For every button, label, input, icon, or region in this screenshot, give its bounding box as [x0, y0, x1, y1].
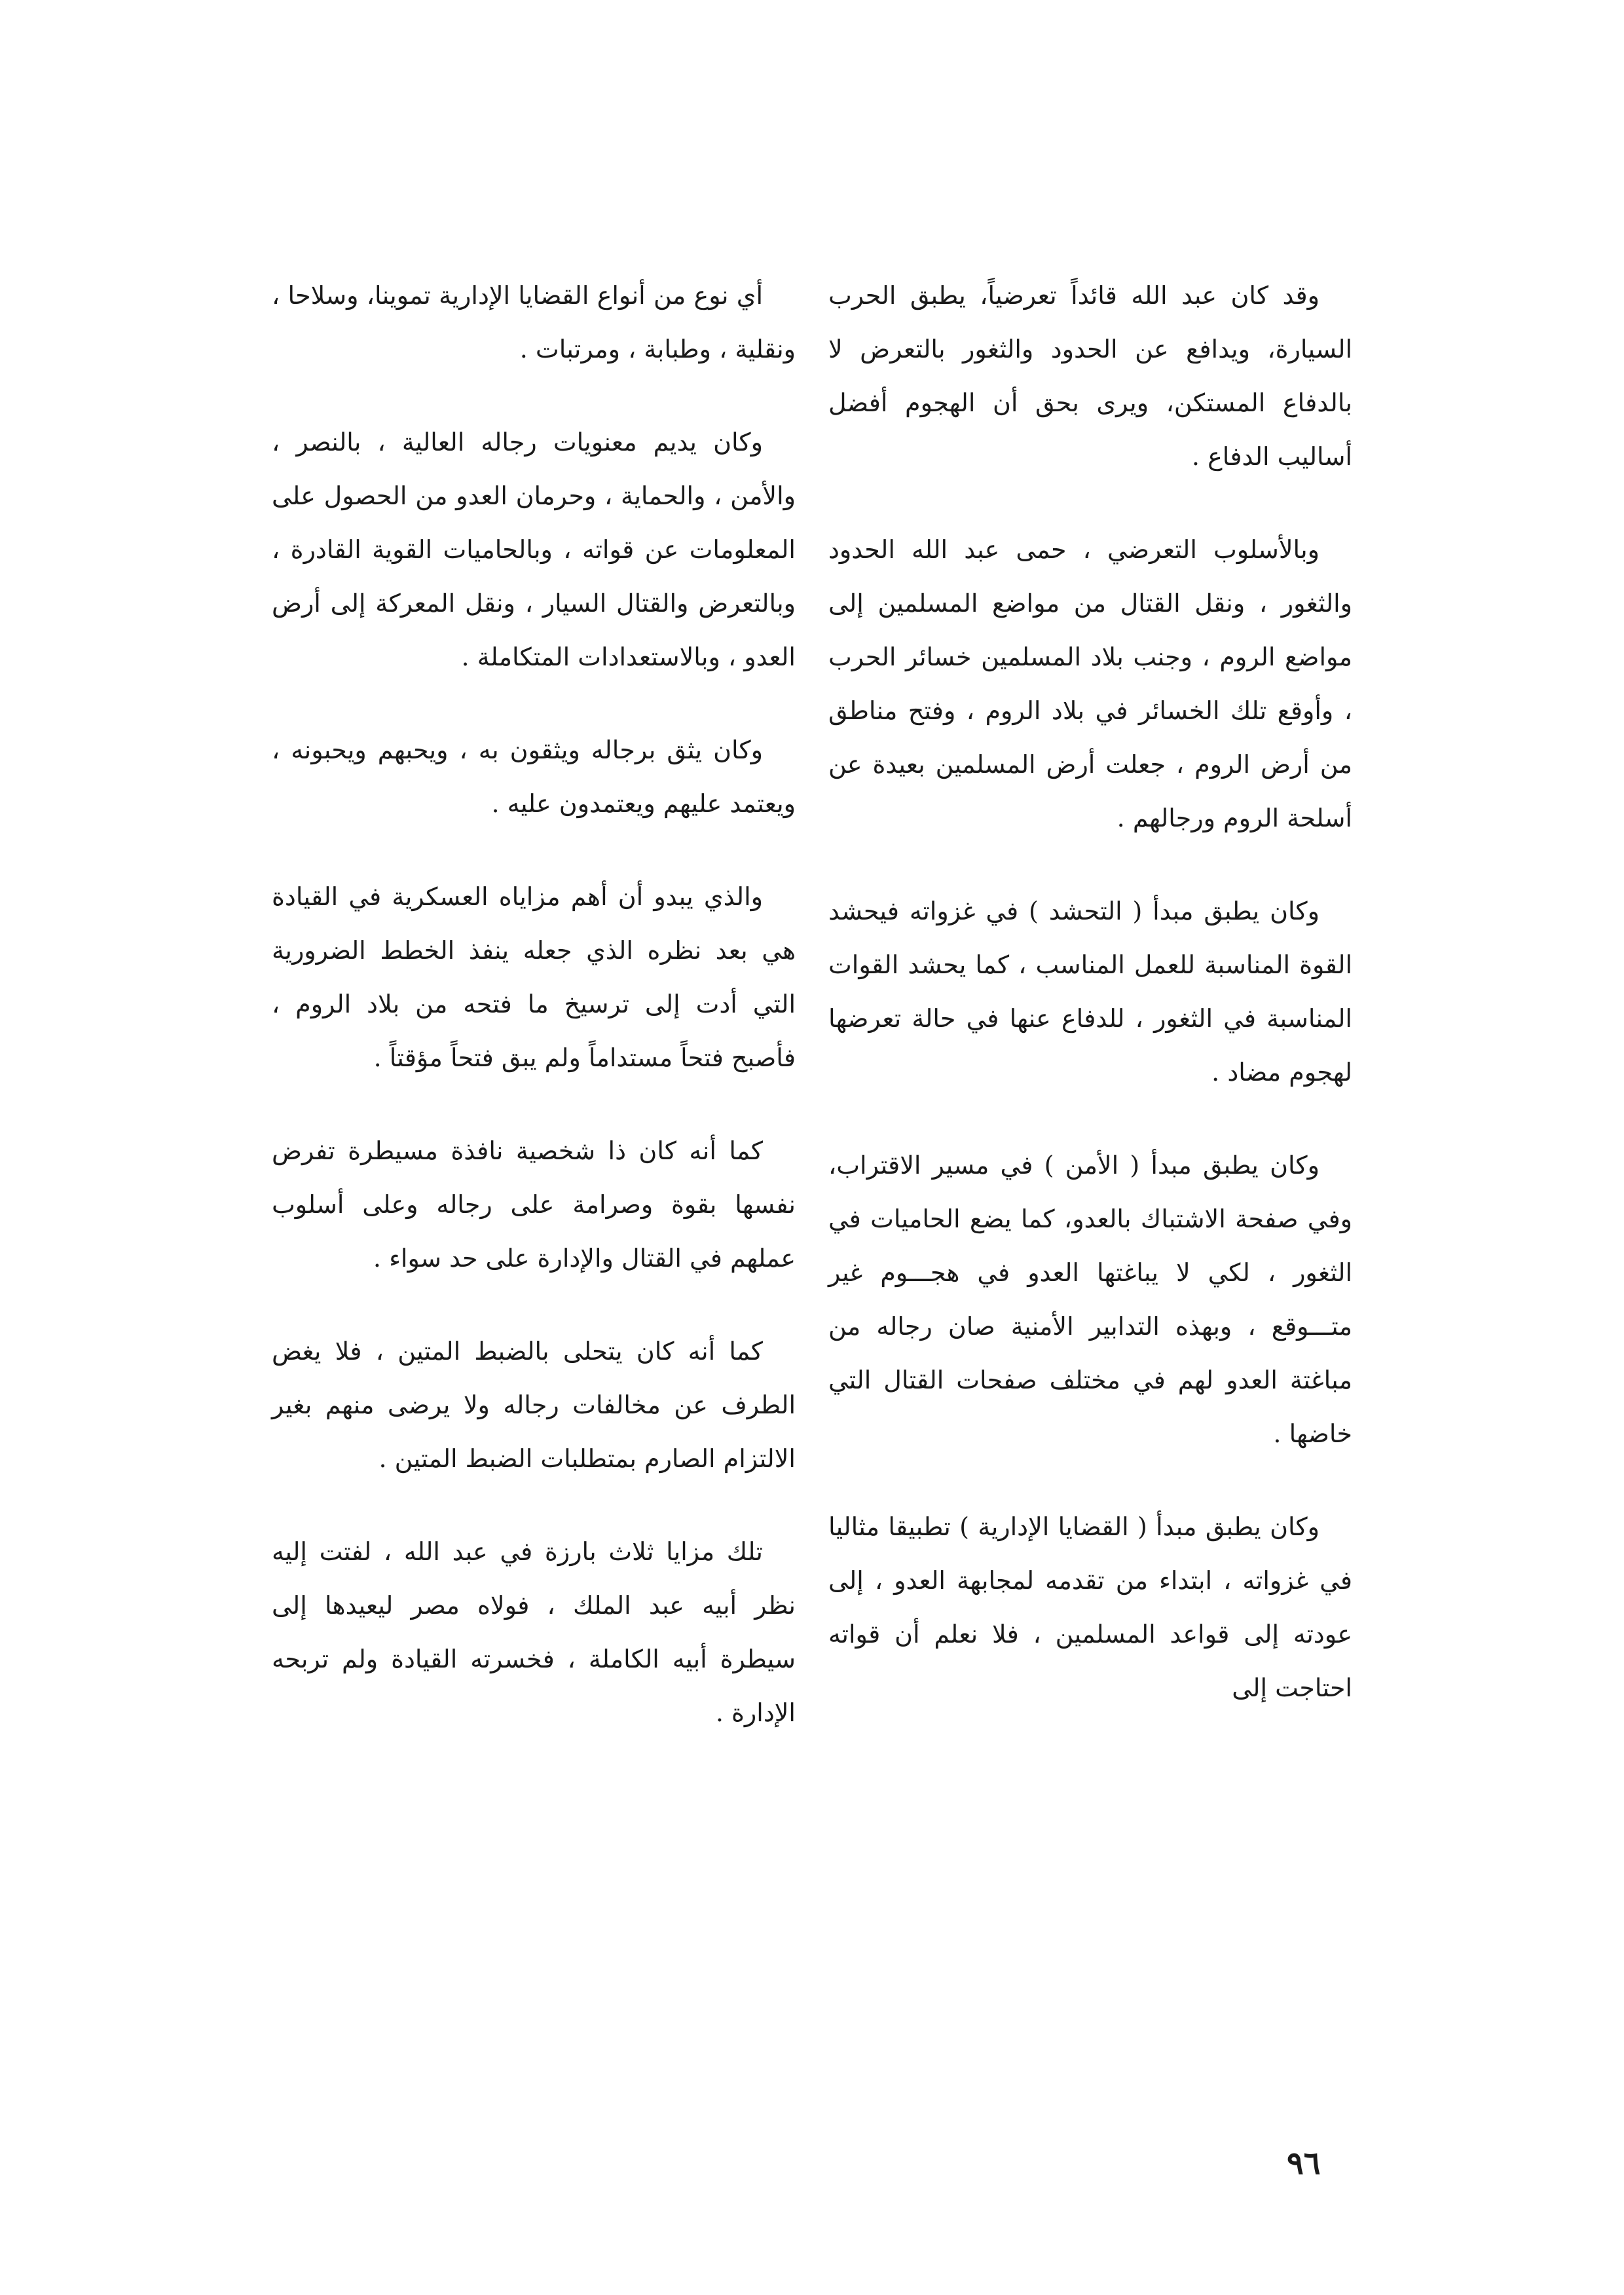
paragraph: والذي يبدو أن أهم مزاياه العسكرية في القيادة هي بعد نظره الذي جعله ينفذ الخطط الضرورية التي أدت إلى ترسيخ ما فتحه من بلاد الروم ، فأصبح فتحاً مستداماً ولم يبق فتحاً مؤقتاً .	[272, 882, 796, 1072]
paragraph: تلك مزايا ثلاث بارزة في عبد الله ، لفتت إليه نظر أبيه عبد الملك ، فولاه مصر ليعيدها إلى سيطرة أبيه الكاملة ، فخسرته القيادة ولم تربحه الإدارة .	[272, 1537, 796, 1727]
left-column	[272, 269, 796, 1779]
page-number: ٩٦	[1287, 2145, 1321, 2182]
paragraph: وكان يطبق مبدأ ( القضايا الإدارية ) تطبيقا مثاليا في غزواته ، ابتداء من تقدمه لمجابهة العدو ، إلى عودته إلى قواعد المسلمين ، فلا نعلم أن قواته احتاجت إلى	[828, 1512, 1352, 1702]
paragraph: وكان يديم معنويات رجاله العالية ، بالنصر ، والأمن ، والحماية ، وحرمان العدو من الحصول على المعلومات عن قواته ، وبالحاميات القوية القادرة ، وبالتعرض والقتال السيار ، ونقل المعركة إلى أرض العدو ، وبالاستعدادات المتكاملة .	[272, 428, 796, 671]
paragraph: وكان يطبق مبدأ ( التحشد ) في غزواته فيحشد القوة المناسبة للعمل المناسب ، كما يحشد القوات المناسبة في الثغور ، للدفاع عنها في حالة تعرضها لهجوم مضاد .	[828, 897, 1352, 1087]
paragraph: وكان يطبق مبدأ ( الأمن ) في مسير الاقتراب، وفي صفحة الاشتباك بالعدو، كما يضع الحاميات في الثغور ، لكي لا يباغتها العدو في هجـــوم غير متـــوقع ، وبهذه التدابير الأمنية صان رجاله من مباغتة العدو لهم في مختلف صفحات القتال التي خاضها .	[828, 1151, 1352, 1448]
paragraph: وقد كان عبد الله قائداً تعرضياً، يطبق الحرب السيارة، ويدافع عن الحدود والثغور بالتعرض لا بالدفاع المستكن، ويرى بحق أن الهجوم أفضل أساليب الدفاع .	[828, 281, 1352, 471]
paragraph: كما أنه كان يتحلى بالضبط المتين ، فلا يغض الطرف عن مخالفات رجاله ولا يرضى منهم بغير الالتزام الصارم بمتطلبات الضبط المتين .	[272, 1337, 796, 1473]
paragraph: أي نوع من أنواع القضايا الإدارية تموينا، وسلاحا ، ونقلية ، وطبابة ، ومرتبات .	[272, 281, 796, 364]
paragraph: وكان يثق برجاله ويثقون به ، ويحبهم ويحبونه ، ويعتمد عليهم ويعتمدون عليه .	[272, 736, 796, 818]
right-column	[828, 269, 1352, 1754]
paragraph: كما أنه كان ذا شخصية نافذة مسيطرة تفرض نفسها بقوة وصرامة على رجاله وعلى أسلوب عملهم في القتال والإدارة على حد سواء .	[272, 1136, 796, 1273]
paragraph: وبالأسلوب التعرضي ، حمى عبد الله الحدود والثغور ، ونقل القتال من مواضع المسلمين إلى مواضع الروم ، وجنب بلاد المسلمين خسائر الحرب ، وأوقع تلك الخسائر في بلاد الروم ، وفتح مناطق من أرض الروم ، جعلت أرض المسلمين بعيدة عن أسلحة الروم ورجالهم .	[828, 535, 1353, 832]
